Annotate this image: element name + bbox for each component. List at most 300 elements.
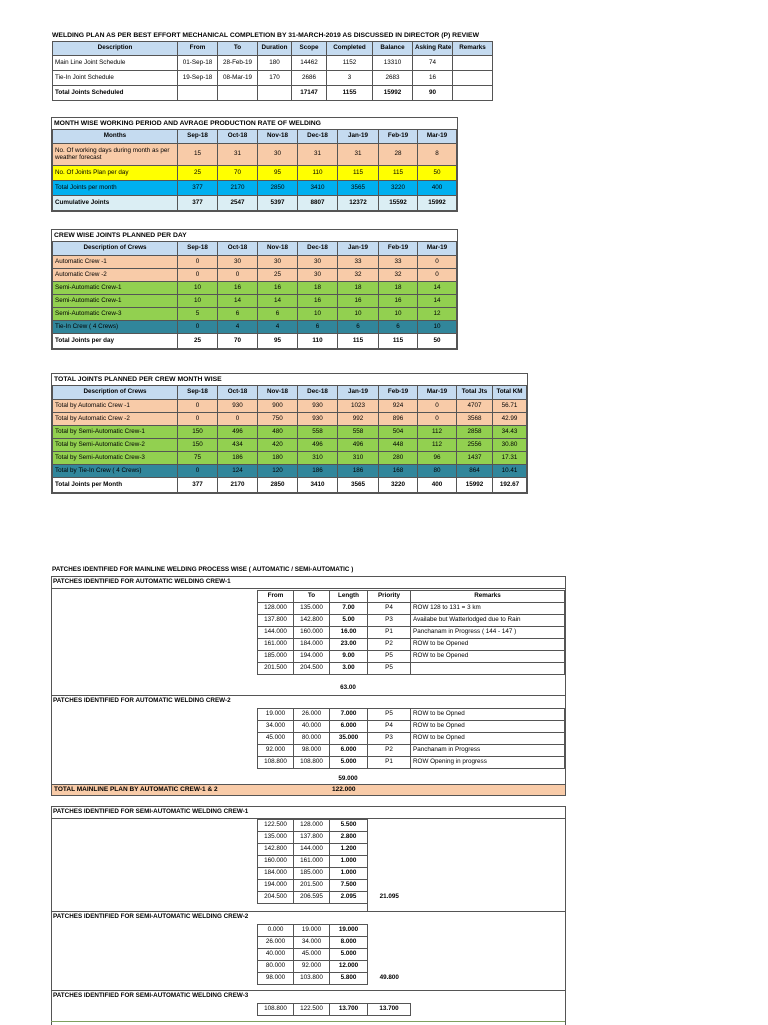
table-row [258,721,565,733]
table-cell: 0 [418,256,457,269]
table-cell: 15 [178,144,218,166]
table-cell: 12372 [338,196,379,211]
table-cell: 10 [298,308,338,321]
table-cell: 2858 [457,426,493,439]
table-row [53,144,457,166]
table-cell: 110 [298,166,338,181]
table-cell: 10 [338,308,379,321]
table-cell: 896 [379,413,418,426]
welding-plan-header-row [53,42,493,56]
table-cell: 115 [379,166,418,181]
table-cell: 16 [379,295,418,308]
table-cell: 160.000 [258,856,294,868]
table-cell: ROW to be Opned [411,733,565,745]
table-cell: 0 [178,465,218,478]
table-cell: 18 [338,282,379,295]
monthly-production-section [51,117,458,212]
table-cell [368,820,411,832]
table-row [258,1004,411,1016]
semi-crew1-subtotal: 21.095 [379,893,399,901]
table-cell: 0 [418,269,457,282]
table-row [258,639,565,651]
row-label: Tie-In Crew ( 4 Crews) [53,321,178,334]
table-cell: 14 [258,295,298,308]
table-cell: 13.700 [330,1004,368,1016]
crew-daily-section [51,229,458,350]
table-cell: 124 [218,465,258,478]
header-cell: Feb-19 [379,386,418,400]
table-cell: 14 [418,295,457,308]
table-cell: 10 [379,308,418,321]
table-cell: 5.500 [330,820,368,832]
auto-crew1-header-row [258,591,565,603]
table-cell: 16 [298,295,338,308]
row-label: Semi-Automatic Crew-1 [53,282,178,295]
table-cell: 186 [298,465,338,478]
table-cell: 14 [218,295,258,308]
table-cell [368,832,411,844]
table-cell: Panchanam in Progress ( 144 - 147 ) [411,627,565,639]
table-cell: 6 [298,321,338,334]
table-cell: 434 [218,439,258,452]
table-cell: 750 [258,413,298,426]
table-cell: 377 [178,478,218,493]
table-cell: 122.500 [258,820,294,832]
table-cell: 2686 [292,71,327,86]
table-cell: 19.000 [294,925,330,937]
table-cell: 28 [379,144,418,166]
table-cell: 7.00 [330,603,368,615]
table-row [258,961,411,973]
table-row [258,663,565,675]
table-cell: 201.500 [258,663,294,675]
table-cell: 16 [258,282,298,295]
auto-crew2-subtotal: 59.000 [338,775,358,782]
header-cell: Nov-18 [258,242,298,256]
table-cell: 15592 [379,196,418,211]
table-cell: 194.000 [294,651,330,663]
semi-crew3-title: PATCHES IDENTIFIED FOR SEMI-AUTOMATIC WELDING CREW-3 [53,992,249,999]
table-cell: 30 [218,256,258,269]
table-cell: 4 [218,321,258,334]
table-cell: 924 [379,400,418,413]
table-cell: 7.000 [330,709,368,721]
table-row [53,413,527,426]
table-cell: 900 [258,400,298,413]
table-cell: 135.000 [294,603,330,615]
table-cell: 31 [338,144,379,166]
table-cell: 0 [418,413,457,426]
table-cell: 108.800 [294,757,330,769]
table-cell: 161.000 [294,856,330,868]
header-cell: Description of Crews [53,242,178,256]
crew-daily-table [52,241,457,349]
table-cell: 161.000 [258,639,294,651]
table-cell: 34.000 [294,937,330,949]
table-cell: 108.800 [258,757,294,769]
table-cell: 30 [298,269,338,282]
table-cell: 35.000 [330,733,368,745]
table-row [258,925,411,937]
header-cell: Oct-18 [218,130,258,144]
table-row [53,256,457,269]
table-cell: 185.000 [258,651,294,663]
row-label: Total Joints per month [53,181,178,196]
header-cell: Description [53,42,178,56]
table-row [53,269,457,282]
table-cell: 45.000 [258,733,294,745]
monthly-production-table [52,129,457,211]
header-cell: Description of Crews [53,386,178,400]
table-cell: 0 [178,321,218,334]
table-cell [411,663,565,675]
table-cell: Availabe but Watterlodged due to Rain [411,615,565,627]
header-cell: Total KM [493,386,527,400]
table-cell: 15992 [373,86,413,101]
table-row [258,615,565,627]
table-cell: 80 [418,465,457,478]
table-row [258,973,411,985]
table-cell: 2850 [258,478,298,493]
table-cell: 26.000 [258,937,294,949]
row-label: Total Joints Scheduled [53,86,178,101]
table-cell [453,86,493,101]
welding-plan-title: WELDING PLAN AS PER BEST EFFORT MECHANICAL COMPLETION BY 31-MARCH-2019 AS DISCUSSED IN DIRECTOR (P) REVIEW [52,32,479,39]
table-cell: 137.800 [258,615,294,627]
crew-monthly-title: TOTAL JOINTS PLANNED PER CREW MONTH WISE [54,376,222,383]
table-cell: 480 [258,426,298,439]
semi-crew2-title: PATCHES IDENTIFIED FOR SEMI-AUTOMATIC WELDING CREW-2 [53,913,249,920]
table-cell: 4 [258,321,298,334]
table-cell: 5.000 [330,949,368,961]
table-row [258,937,411,949]
table-cell: 186 [338,465,379,478]
table-cell: 30.80 [493,439,527,452]
crew-daily-title: CREW WISE JOINTS PLANNED PER DAY [54,232,187,239]
header-cell: Total Jts [457,386,493,400]
table-cell: 204.500 [294,663,330,675]
table-cell: 168 [379,465,418,478]
table-cell: 5397 [258,196,298,211]
table-cell: 400 [418,181,457,196]
monthly-production-title: MONTH WISE WORKING PERIOD AND AVRAGE PRODUCTION RATE OF WELDING [54,120,321,127]
table-cell: 16 [218,282,258,295]
auto-crew2-title: PATCHES IDENTIFIED FOR AUTOMATIC WELDING CREW-2 [53,697,231,704]
table-cell: P3 [368,733,411,745]
table-row [53,321,457,334]
table-cell: 2683 [373,71,413,86]
table-cell: 0 [178,269,218,282]
table-cell: 2850 [258,181,298,196]
table-cell: 34.43 [493,426,527,439]
crew-monthly-header-row [53,386,527,400]
header-cell: Completed [327,42,373,56]
table-cell: 206.595 [294,892,330,904]
table-cell: 496 [218,426,258,439]
auto-crew2-section [257,708,565,769]
table-cell: 90 [413,86,453,101]
table-row [258,844,411,856]
table-cell [178,86,218,101]
table-cell: 115 [338,166,379,181]
table-cell: 30 [258,144,298,166]
header-cell: Mar-19 [418,130,457,144]
header-cell: Sep-18 [178,130,218,144]
semi-crew2-section [257,924,411,985]
header-cell: Months [53,130,178,144]
table-cell: 0 [178,256,218,269]
auto-crew1-title: PATCHES IDENTIFIED FOR AUTOMATIC WELDING CREW-1 [53,578,231,585]
table-row [53,181,457,196]
table-cell: ROW 128 to 131 = 3 km [411,603,565,615]
table-cell: P4 [368,603,411,615]
table-cell: 7.500 [330,880,368,892]
table-row [53,166,457,181]
auto-crew1-section [257,590,565,675]
table-cell: 15992 [418,196,457,211]
table-cell: 142.800 [294,615,330,627]
semi-crew3-subtotal: 13.700 [368,1004,411,1016]
row-label: Total by Semi-Automatic Crew-1 [53,426,178,439]
semi-crew3-table [257,1003,411,1016]
header-cell: Oct-18 [218,242,258,256]
header-cell: Dec-18 [298,242,338,256]
table-cell: 45.000 [294,949,330,961]
table-cell: 33 [379,256,418,269]
table-cell: 930 [298,400,338,413]
table-cell: 6.000 [330,745,368,757]
table-cell: 504 [379,426,418,439]
table-cell: 92.000 [258,745,294,757]
row-label: Cumulative Joints [53,196,178,211]
table-cell: 25 [178,334,218,349]
header-cell: From [178,42,218,56]
table-cell: P5 [368,709,411,721]
table-cell: 80.000 [258,961,294,973]
table-cell: 31 [298,144,338,166]
row-label: Semi-Automatic Crew-1 [53,295,178,308]
table-cell [368,949,411,961]
table-cell: 16 [413,71,453,86]
table-cell: 400 [418,478,457,493]
row-label: Semi-Automatic Crew-3 [53,308,178,321]
table-cell: 201.500 [294,880,330,892]
table-cell: 18 [379,282,418,295]
header-cell: Feb-19 [379,130,418,144]
auto-crew2-table [257,708,565,769]
table-cell: 1155 [327,86,373,101]
table-cell: 180 [258,56,292,71]
table-cell [453,56,493,71]
total-auto-plan-bar [51,784,566,796]
table-cell: 15992 [457,478,493,493]
table-cell: 2.800 [330,832,368,844]
table-cell: 13310 [373,56,413,71]
table-cell: 25 [258,269,298,282]
table-cell: 194.000 [258,880,294,892]
header-cell: Remarks [411,591,565,603]
table-cell: 186 [218,452,258,465]
header-cell: Scope [292,42,327,56]
table-cell: ROW to be Opned [411,709,565,721]
table-cell: 10 [418,321,457,334]
table-cell: 3410 [298,478,338,493]
table-cell: 5.00 [330,615,368,627]
table-cell: 95 [258,334,298,349]
table-cell: 6 [338,321,379,334]
divider [367,818,368,912]
table-cell: 120 [258,465,298,478]
table-cell: 56.71 [493,400,527,413]
row-label: Total by Semi-Automatic Crew-2 [53,439,178,452]
row-label: Total by Tie-In Crew ( 4 Crews) [53,465,178,478]
table-row [258,757,565,769]
table-cell: 19.000 [258,709,294,721]
table-cell: 2556 [457,439,493,452]
table-cell: 558 [338,426,379,439]
table-cell: 3568 [457,413,493,426]
welding-plan-section [52,30,493,101]
semi-crew2-table [257,924,411,985]
table-cell: 377 [178,196,218,211]
auto-crew1-subtotal: 63.00 [340,684,356,691]
table-cell: 0 [418,400,457,413]
table-cell: 12.000 [330,961,368,973]
table-cell: 3.00 [330,663,368,675]
table-cell: 280 [379,452,418,465]
table-cell: 558 [298,426,338,439]
header-cell: Jan-19 [338,386,379,400]
table-cell: 150 [178,426,218,439]
header-cell: Feb-19 [379,242,418,256]
table-cell: 108.800 [258,1004,294,1016]
table-cell: 448 [379,439,418,452]
table-cell [218,86,258,101]
row-label: Automatic Crew -2 [53,269,178,282]
table-cell: 2170 [218,478,258,493]
table-cell: 930 [298,413,338,426]
semi-crew3-section [257,1003,411,1016]
crew-daily-header-row [53,242,457,256]
row-label: No. Of Joints Plan per day [53,166,178,181]
table-cell: 0 [178,400,218,413]
header-cell: Length [330,591,368,603]
table-cell: 34.000 [258,721,294,733]
table-cell: 40.000 [294,721,330,733]
table-cell: 170 [258,71,292,86]
table-cell: 3220 [379,478,418,493]
table-cell: 40.000 [258,949,294,961]
table-cell: 5 [178,308,218,321]
table-cell: 8807 [298,196,338,211]
table-cell: 42.99 [493,413,527,426]
auto-crew1-table [257,590,565,675]
table-cell: 3565 [338,478,379,493]
table-cell [368,856,411,868]
table-cell: 17.31 [493,452,527,465]
table-cell: 10 [178,282,218,295]
header-cell: Mar-19 [418,242,457,256]
table-row [53,295,457,308]
header-cell: Jan-19 [338,130,379,144]
header-cell: Mar-19 [418,386,457,400]
table-cell: 0.000 [258,925,294,937]
table-cell: 310 [298,452,338,465]
header-cell: Sep-18 [178,242,218,256]
table-row [53,282,457,295]
semi-crew2-subtotal: 49.800 [379,974,399,982]
table-cell: 2170 [218,181,258,196]
table-cell: 135.000 [258,832,294,844]
header-cell: Nov-18 [258,386,298,400]
table-cell: 3220 [379,181,418,196]
header-cell: Remarks [453,42,493,56]
table-cell: 23.00 [330,639,368,651]
table-cell: 98.000 [258,973,294,985]
table-cell [453,71,493,86]
table-cell: 32 [379,269,418,282]
table-cell: 103.800 [294,973,330,985]
table-cell: P5 [368,651,411,663]
table-row [53,426,527,439]
table-cell [258,86,292,101]
table-cell: 74 [413,56,453,71]
table-cell: 6 [258,308,298,321]
table-cell: 19-Sep-18 [178,71,218,86]
table-cell: 0 [218,269,258,282]
table-row [258,832,411,844]
table-cell: 16 [338,295,379,308]
header-cell: Priority [368,591,411,603]
table-cell: 115 [338,334,379,349]
table-cell: 30 [298,256,338,269]
table-row [258,856,411,868]
table-cell: 08-Mar-19 [218,71,258,86]
table-cell: 0 [218,413,258,426]
table-cell: 33 [338,256,379,269]
total-row [53,196,457,211]
table-cell: 6.000 [330,721,368,733]
table-cell: 96 [418,452,457,465]
row-label: Total by Automatic Crew -2 [53,413,178,426]
row-label: No. Of working days during month as per weather forecast [53,144,178,166]
table-cell [368,937,411,949]
table-row [53,465,527,478]
row-label: Total Joints per day [53,334,178,349]
total-row [53,478,527,493]
header-cell: Dec-18 [298,386,338,400]
table-cell: 18 [298,282,338,295]
table-row [258,709,565,721]
table-cell [368,868,411,880]
table-cell: 5.800 [330,973,368,985]
table-cell: 28-Feb-19 [218,56,258,71]
table-cell: 128.000 [258,603,294,615]
table-row [258,627,565,639]
table-row [53,452,527,465]
table-cell: 160.000 [294,627,330,639]
table-cell: 12 [418,308,457,321]
table-cell: 496 [338,439,379,452]
table-cell: 2547 [218,196,258,211]
table-cell: 144.000 [294,844,330,856]
total-auto-plan-label: TOTAL MAINLINE PLAN BY AUTOMATIC CREW-1 & 2 [54,786,218,793]
table-row [258,745,565,757]
header-cell: Duration [258,42,292,56]
table-cell: 310 [338,452,379,465]
table-cell: 864 [457,465,493,478]
table-cell: 80.000 [294,733,330,745]
